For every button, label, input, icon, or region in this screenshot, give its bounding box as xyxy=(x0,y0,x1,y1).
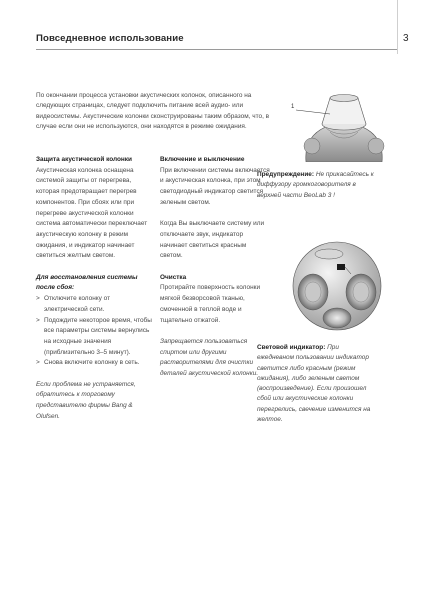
restore-step: > Подождите некоторое время, чтобы все параметры системы вернулись на исходные значения (приблизительно 3–5 минут). xyxy=(36,316,154,359)
page-title: Повседневное использование xyxy=(36,33,184,44)
intro-paragraph: По окончании процесса установки акустических колонок, описанного на следующих страницах, следует подключить питание всей аудио- или видеосистемы. Акустические колонки сконструированы таким образом, что, в случае если они не используются, они находятся в режиме ожидания. xyxy=(36,92,270,131)
title-divider xyxy=(36,49,397,50)
restore-step: > Отключите колонку от электрической сети. xyxy=(36,294,154,315)
speaker-sphere-illustration xyxy=(285,232,389,336)
speaker-top-illustration xyxy=(282,88,406,162)
figure1-caption xyxy=(257,170,377,201)
restore-heading: Для восстановления системы после сбоя: xyxy=(36,273,138,292)
warning-text: Не прикасайтесь к диффузору громкоговорителя в верхней части BeoLab 3 ! xyxy=(257,171,374,199)
restore-steps xyxy=(36,294,154,369)
cleaning-heading: Очистка xyxy=(160,273,187,281)
warning-label: Предупреждение: xyxy=(257,171,315,178)
page-number: 3 xyxy=(403,33,409,44)
cleaning-body: Протирайте поверхность колонки мягкой безворсовой тканью, смоченной в теплой воде и тщательно отжатой. xyxy=(160,284,261,324)
indicator-label: Световой индикатор: xyxy=(257,344,326,351)
protection-heading: Защита акустической колонки xyxy=(36,156,132,163)
cleaning-warning: Запрещается пользоваться спиртом или другими растворителями для очистки деталей акустической колонки. xyxy=(160,337,259,378)
power-body-off: Когда Вы выключаете систему или отключаете звук, индикатор начинает светиться красным светом. xyxy=(160,220,265,260)
led-indicator xyxy=(337,264,345,270)
power-heading: Включение и выключение xyxy=(160,156,245,163)
indicator-text: При ежедневном пользовании индикатор светится либо красным (режим ожидания), либо зеленым светом (воспроизведение). Если произошел сбой или акустические колонки перегрелись, свечение изменится на желтое. xyxy=(257,344,371,424)
callout-number: 1 xyxy=(291,104,295,110)
figure2-caption xyxy=(257,343,377,425)
side-rule xyxy=(397,0,398,54)
power-section xyxy=(160,155,270,380)
protection-section xyxy=(36,155,154,423)
restore-step: > Снова включите колонку в сеть. xyxy=(36,358,154,369)
protection-body: Акустическая колонка оснащена системой защиты от перегрева, которая предотвращает перегрев компонентов. При сбоях или при перегреве акустической колонки система автоматически переключает акустическую колонку в режим ожидания, и индикатор начинает светиться желтым светом. xyxy=(36,166,148,260)
support-note: Если проблема не устраняется, обратитесь к торговому представителю фирмы Bang & Olufsen. xyxy=(36,380,136,420)
power-body-on: При включении системы включается и акустическая колонка, при этом светодиодный индикатор светится зеленым светом. xyxy=(160,166,270,206)
